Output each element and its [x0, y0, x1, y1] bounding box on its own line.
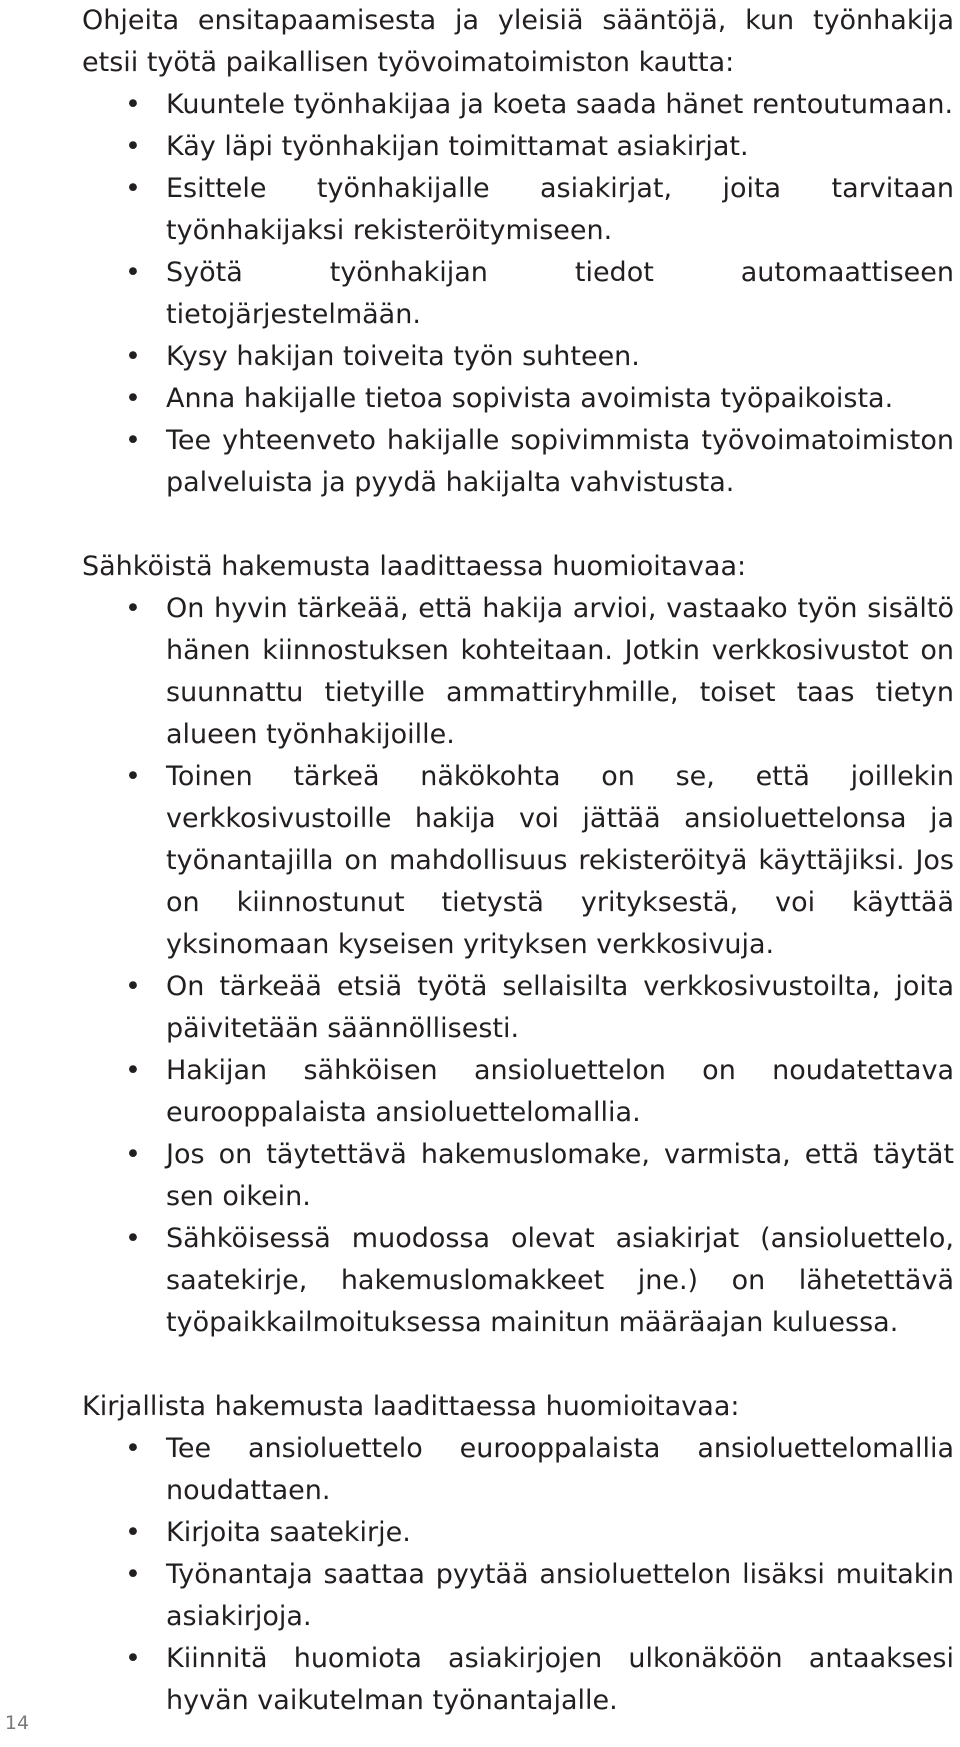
list-item-text: Sähköisessä muodossa olevat asiakirjat (ansioluettelo, saatekirje, hakemuslomakkeet jne.) on lähetettävä työpaikkailmoituksessa mainitun määräajan kuluessa. — [166, 1223, 954, 1338]
bullet-icon: • — [125, 1223, 141, 1254]
list-item-text: Työnantaja saattaa pyytää ansioluettelon lisäksi muitakin asiakirjoja. — [166, 1559, 954, 1632]
list-item-text: On tärkeää etsiä työtä sellaisilta verkkosivustoilta, joita päivitetään säännöllisesti. — [166, 971, 954, 1044]
list-item-text: Jos on täytettävä hakemuslomake, varmista, että täytät sen oikein. — [166, 1139, 954, 1212]
list-item — [82, 966, 954, 1050]
bullet-list — [82, 84, 954, 504]
bullet-icon: • — [125, 1643, 141, 1674]
bullet-icon: • — [125, 1055, 141, 1086]
bullet-icon: • — [125, 89, 141, 120]
list-item — [82, 1638, 954, 1722]
list-item — [82, 756, 954, 966]
section-intro: Sähköistä hakemusta laadittaessa huomioitavaa: — [82, 551, 747, 582]
bullet-icon: • — [125, 131, 141, 162]
list-item-text: Syötä työnhakijan tiedot automaattiseen tietojärjestelmään. — [166, 257, 954, 330]
bullet-icon: • — [125, 1139, 141, 1170]
list-item — [82, 168, 954, 252]
list-item — [82, 336, 954, 378]
list-item — [82, 588, 954, 756]
list-item-text: Kiinnitä huomiota asiakirjojen ulkonäköön antaaksesi hyvän vaikutelman työnantajalle. — [166, 1643, 954, 1716]
section-intro: Ohjeita ensitapaamisesta ja yleisiä sääntöjä, kun työnhakija etsii työtä paikallisen työvoimatoimiston kautta: — [82, 5, 954, 78]
bullet-icon: • — [125, 341, 141, 372]
section-written-application — [82, 1386, 954, 1722]
list-item-text: Kysy hakijan toiveita työn suhteen. — [166, 341, 640, 372]
list-item-text: Hakijan sähköisen ansioluettelon on noudatettava eurooppalaista ansioluettelomallia. — [166, 1055, 954, 1128]
section-intro: Kirjallista hakemusta laadittaessa huomioitavaa: — [82, 1391, 740, 1422]
list-item — [82, 126, 954, 168]
bullet-icon: • — [125, 971, 141, 1002]
list-item — [82, 420, 954, 504]
bullet-icon: • — [125, 1517, 141, 1548]
list-item-text: Toinen tärkeä näkökohta on se, että joillekin verkkosivustoille hakija voi jättää ansioluettelonsa ja työnantajilla on mahdollisuus rekisteröityä käyttäjiksi. Jos on kiinnostunut tietystä yrityksestä, voi käyttää yksinomaan kyseisen yrityksen verkkosivuja. — [166, 761, 954, 960]
list-item — [82, 1512, 954, 1554]
list-item — [82, 1218, 954, 1344]
bullet-icon: • — [125, 1433, 141, 1464]
list-item-text: Kuuntele työnhakijaa ja koeta saada hänet rentoutumaan. — [166, 89, 954, 120]
bullet-icon: • — [125, 761, 141, 792]
list-item — [82, 1050, 954, 1134]
list-item-text: Tee ansioluettelo eurooppalaista ansioluettelomallia noudattaen. — [166, 1433, 954, 1506]
list-item — [82, 1554, 954, 1638]
bullet-icon: • — [125, 1559, 141, 1590]
list-item-text: Käy läpi työnhakijan toimittamat asiakirjat. — [166, 131, 749, 162]
list-item — [82, 1428, 954, 1512]
bullet-icon: • — [125, 383, 141, 414]
bullet-list — [82, 1428, 954, 1722]
bullet-icon: • — [125, 173, 141, 204]
list-item-text: On hyvin tärkeää, että hakija arvioi, vastaako työn sisältö hänen kiinnostuksen kohteitaan. Jotkin verkkosivustot on suunnattu tietyille ammattiryhmille, toiset taas tietyn alueen työnhakijoille. — [166, 593, 954, 750]
list-item — [82, 378, 954, 420]
section-electronic-application — [82, 546, 954, 1344]
bullet-list — [82, 588, 954, 1344]
list-item — [82, 1134, 954, 1218]
list-item — [82, 84, 954, 126]
section-local-employment-office — [82, 0, 954, 504]
list-item-text: Esittele työnhakijalle asiakirjat, joita tarvitaan työnhakijaksi rekisteröitymiseen. — [166, 173, 954, 246]
list-item-text: Kirjoita saatekirje. — [166, 1517, 411, 1548]
document-page — [82, 0, 954, 1722]
list-item-text: Anna hakijalle tietoa sopivista avoimista työpaikoista. — [166, 383, 894, 414]
bullet-icon: • — [125, 257, 141, 288]
list-item — [82, 252, 954, 336]
page-number: 14 — [4, 1712, 30, 1734]
list-item-text: Tee yhteenveto hakijalle sopivimmista työvoimatoimiston palveluista ja pyydä hakijalta vahvistusta. — [166, 425, 954, 498]
bullet-icon: • — [125, 593, 141, 624]
bullet-icon: • — [125, 425, 141, 456]
